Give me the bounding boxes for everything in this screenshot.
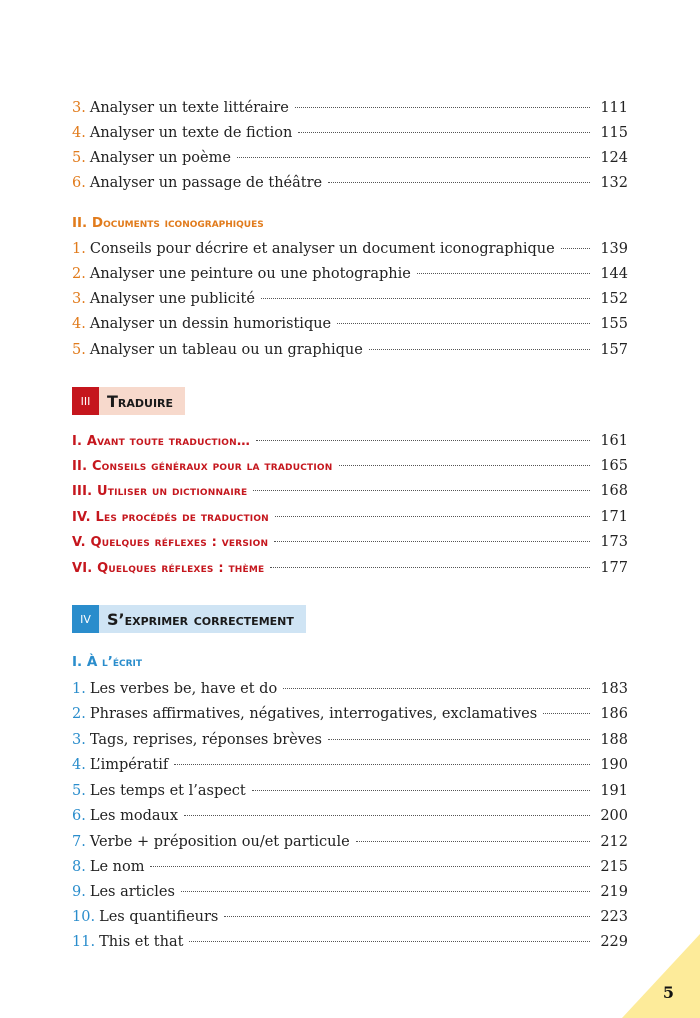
section-heading-ecrit: I. À l’écrit <box>72 654 143 670</box>
entry-page: 188 <box>600 732 628 748</box>
part-title: Traduire <box>99 387 185 415</box>
entry-title: Conseils pour décrire et analyser un document iconographique <box>89 241 555 257</box>
entry-page: 183 <box>600 681 628 697</box>
entry-number: 11. <box>72 934 96 950</box>
entry-number: 3. <box>72 291 86 307</box>
dot-leader <box>283 687 590 689</box>
toc-entry[interactable] <box>72 480 628 502</box>
entry-page: 155 <box>600 316 628 332</box>
entry-title: Analyser un passage de théâtre <box>89 175 323 191</box>
entry-page: 171 <box>600 509 628 525</box>
dot-leader <box>295 106 590 108</box>
dot-leader <box>253 489 590 491</box>
entry-title: Verbe + préposition ou/et particule <box>89 834 350 850</box>
toc-entry[interactable] <box>72 557 628 579</box>
toc-entry[interactable] <box>72 506 628 528</box>
entry-page: 124 <box>600 150 628 166</box>
part-title: S’exprimer correctement <box>99 605 306 633</box>
entry-page: 177 <box>600 560 628 576</box>
part-number: IV <box>72 605 99 633</box>
toc-entry[interactable] <box>72 238 628 260</box>
entry-number: 7. <box>72 834 86 850</box>
entry-number: 8. <box>72 859 86 875</box>
entry-number: 6. <box>72 808 86 824</box>
entry-page: 223 <box>600 909 628 925</box>
dot-leader <box>261 297 590 299</box>
entry-title: Le nom <box>89 859 145 875</box>
dot-leader <box>298 131 590 133</box>
dot-leader <box>417 272 590 274</box>
entry-title: I. Avant toute traduction… <box>72 434 251 449</box>
entry-title: Les verbes be, have et do <box>89 681 278 697</box>
entry-title: Analyser une publicité <box>89 291 255 307</box>
page-number: 5 <box>662 983 674 1002</box>
dot-leader <box>328 181 590 183</box>
entry-number: 3. <box>72 100 86 116</box>
entry-number: 5. <box>72 150 86 166</box>
entry-title: V. Quelques réflexes : version <box>72 535 269 550</box>
entry-title: Analyser un tableau ou un graphique <box>89 342 363 358</box>
part-banner-traduire <box>72 387 185 415</box>
entry-number: 9. <box>72 884 86 900</box>
section-heading-documents: II. Documents iconographiques <box>72 215 264 231</box>
entry-page: 215 <box>600 859 628 875</box>
toc-entry[interactable] <box>72 531 628 553</box>
dot-leader <box>275 515 590 517</box>
entry-number: 1. <box>72 241 86 257</box>
toc-entry[interactable] <box>72 313 628 335</box>
entry-page: 168 <box>600 483 628 499</box>
toc-entry[interactable] <box>72 263 628 285</box>
dot-leader <box>150 865 590 867</box>
entry-number: 5. <box>72 342 86 358</box>
dot-leader <box>189 940 590 942</box>
entry-title: Tags, reprises, réponses brèves <box>89 732 322 748</box>
toc-entry[interactable] <box>72 97 628 119</box>
part-number: III <box>72 387 99 415</box>
entry-number: 4. <box>72 316 86 332</box>
toc-entry[interactable] <box>72 430 628 452</box>
toc-entry[interactable] <box>72 805 628 827</box>
toc-entry[interactable] <box>72 754 628 776</box>
entry-number: 2. <box>72 266 86 282</box>
entry-page: 161 <box>600 433 628 449</box>
dot-leader <box>174 763 590 765</box>
entry-page: 111 <box>600 100 628 116</box>
entry-title: This et that <box>99 934 184 950</box>
entry-title: VI. Quelques réflexes : thème <box>72 561 265 576</box>
entry-page: 212 <box>600 834 628 850</box>
entry-title: IV. Les procédés de traduction <box>72 510 269 525</box>
entry-title: Analyser un texte littéraire <box>89 100 289 116</box>
dot-leader <box>184 814 590 816</box>
toc-entry[interactable] <box>72 678 628 700</box>
toc-entry[interactable] <box>72 147 628 169</box>
entry-title: Phrases affirmatives, négatives, interrogatives, exclamatives <box>89 706 538 722</box>
entry-page: 186 <box>600 706 628 722</box>
dot-leader <box>270 566 590 568</box>
entry-title: Analyser un dessin humoristique <box>89 316 332 332</box>
toc-entry[interactable] <box>72 780 628 802</box>
entry-page: 190 <box>600 757 628 773</box>
entry-number: 3. <box>72 732 86 748</box>
entry-title: III. Utiliser un dictionnaire <box>72 484 248 499</box>
dot-leader <box>356 840 590 842</box>
entry-title: Analyser une peinture ou une photographie <box>89 266 411 282</box>
entry-page: 152 <box>600 291 628 307</box>
part-banner-exprimer <box>72 605 306 633</box>
toc-entry[interactable] <box>72 339 628 361</box>
dot-leader <box>339 464 590 466</box>
entry-title: Les temps et l’aspect <box>89 783 246 799</box>
dot-leader <box>369 348 590 350</box>
entry-title: Analyser un texte de fiction <box>89 125 293 141</box>
toc-entry[interactable] <box>72 729 628 751</box>
dot-leader <box>561 247 590 249</box>
entry-page: 229 <box>600 934 628 950</box>
dot-leader <box>543 712 590 714</box>
entry-number: 6. <box>72 175 86 191</box>
entry-page: 165 <box>600 458 628 474</box>
entry-title: Les quantifieurs <box>99 909 219 925</box>
entry-page: 115 <box>600 125 628 141</box>
toc-entry[interactable] <box>72 831 628 853</box>
dot-leader <box>237 156 590 158</box>
page-corner-tab <box>622 934 700 1018</box>
toc-entry[interactable] <box>72 288 628 310</box>
dot-leader <box>337 322 590 324</box>
entry-title: II. Conseils généraux pour la traduction <box>72 459 333 474</box>
entry-page: 200 <box>600 808 628 824</box>
toc-entry[interactable] <box>72 931 628 953</box>
dot-leader <box>252 789 590 791</box>
entry-title: L’impératif <box>89 757 169 773</box>
dot-leader <box>224 915 590 917</box>
entry-number: 4. <box>72 125 86 141</box>
entry-number: 4. <box>72 757 86 773</box>
entry-number: 5. <box>72 783 86 799</box>
dot-leader <box>181 890 590 892</box>
toc-entry[interactable] <box>72 455 628 477</box>
entry-page: 144 <box>600 266 628 282</box>
entry-number: 1. <box>72 681 86 697</box>
entry-page: 173 <box>600 534 628 550</box>
dot-leader <box>256 439 590 441</box>
entry-page: 191 <box>600 783 628 799</box>
entry-page: 139 <box>600 241 628 257</box>
entry-page: 157 <box>600 342 628 358</box>
entry-number: 2. <box>72 706 86 722</box>
dot-leader <box>274 540 590 542</box>
dot-leader <box>328 738 590 740</box>
entry-title: Analyser un poème <box>89 150 231 166</box>
entry-title: Les articles <box>89 884 175 900</box>
entry-page: 219 <box>600 884 628 900</box>
toc-entry[interactable] <box>72 122 628 144</box>
toc-entry[interactable] <box>72 703 628 725</box>
toc-entry[interactable] <box>72 906 628 928</box>
entry-number: 10. <box>72 909 96 925</box>
toc-entry[interactable] <box>72 856 628 878</box>
entry-page: 132 <box>600 175 628 191</box>
entry-title: Les modaux <box>89 808 179 824</box>
toc-entry[interactable] <box>72 881 628 903</box>
toc-entry[interactable] <box>72 172 628 194</box>
